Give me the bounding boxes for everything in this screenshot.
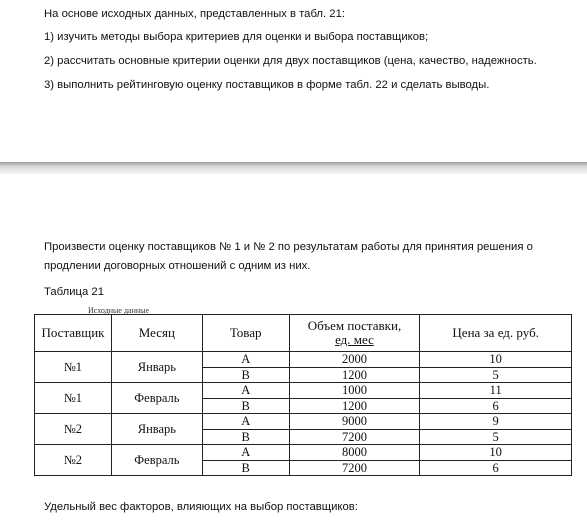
- header-volume: [289, 315, 420, 352]
- cell-product: А: [202, 383, 289, 399]
- header-price: Цена за ед. руб.: [420, 315, 572, 352]
- header-volume-line2: ед. мес: [335, 332, 374, 347]
- cell-product: В: [202, 460, 289, 476]
- cell-product: А: [202, 445, 289, 461]
- cell-price: 6: [420, 398, 572, 414]
- table-header-row: [35, 315, 572, 352]
- cell-price: 5: [420, 367, 572, 383]
- assignment-line-2: продлении договорных отношений с одним из них.: [44, 260, 311, 272]
- table-caption: Исходные данные: [88, 306, 150, 315]
- header-supplier: Поставщик: [35, 315, 112, 352]
- table-label: Таблица 21: [44, 286, 104, 298]
- cell-price: 10: [420, 445, 572, 461]
- task-item-2: 2) рассчитать основные критерии оценки для двух поставщиков (цена, качество, надежность.: [44, 55, 537, 67]
- cell-product: А: [202, 352, 289, 368]
- header-volume-line1: Объем поставки,: [307, 318, 402, 333]
- cell-supplier: №1: [35, 383, 112, 414]
- cell-volume: 1200: [289, 367, 420, 383]
- cell-price: 6: [420, 460, 572, 476]
- cell-volume: 8000: [289, 445, 420, 461]
- cell-volume: 1000: [289, 383, 420, 399]
- cell-price: 11: [420, 383, 572, 399]
- cell-month: Январь: [111, 352, 202, 383]
- assignment-line-1: Произвести оценку поставщиков № 1 и № 2 по результатам работы для принятия решения о: [44, 241, 533, 253]
- cell-volume: 9000: [289, 414, 420, 430]
- task-item-1: 1) изучить методы выбора критериев для оценки и выбора поставщиков;: [44, 31, 429, 43]
- cell-price: 5: [420, 429, 572, 445]
- header-month: Месяц: [111, 315, 202, 352]
- cell-price: 9: [420, 414, 572, 430]
- cell-volume: 1200: [289, 398, 420, 414]
- header-product: Товар: [202, 315, 289, 352]
- cell-month: Январь: [111, 414, 202, 445]
- cell-supplier: №2: [35, 445, 112, 476]
- page-break: [0, 162, 587, 174]
- table-row: [35, 383, 572, 399]
- source-data-table: [34, 314, 572, 476]
- document-page-top: [0, 0, 587, 162]
- table-row: [35, 352, 572, 368]
- cell-volume: 2000: [289, 352, 420, 368]
- table-row: [35, 445, 572, 461]
- cell-product: В: [202, 429, 289, 445]
- cell-volume: 7200: [289, 429, 420, 445]
- cell-volume: 7200: [289, 460, 420, 476]
- weights-heading: Удельный вес факторов, влияющих на выбор поставщиков:: [44, 501, 358, 513]
- cell-supplier: №2: [35, 414, 112, 445]
- cell-month: Февраль: [111, 445, 202, 476]
- cell-price: 10: [420, 352, 572, 368]
- intro-text: На основе исходных данных, представленных в табл. 21:: [44, 8, 345, 20]
- cell-product: В: [202, 398, 289, 414]
- table-row: [35, 414, 572, 430]
- cell-product: А: [202, 414, 289, 430]
- task-item-3: 3) выполнить рейтинговую оценку поставщиков в форме табл. 22 и сделать выводы.: [44, 79, 490, 91]
- cell-supplier: №1: [35, 352, 112, 383]
- cell-product: В: [202, 367, 289, 383]
- cell-month: Февраль: [111, 383, 202, 414]
